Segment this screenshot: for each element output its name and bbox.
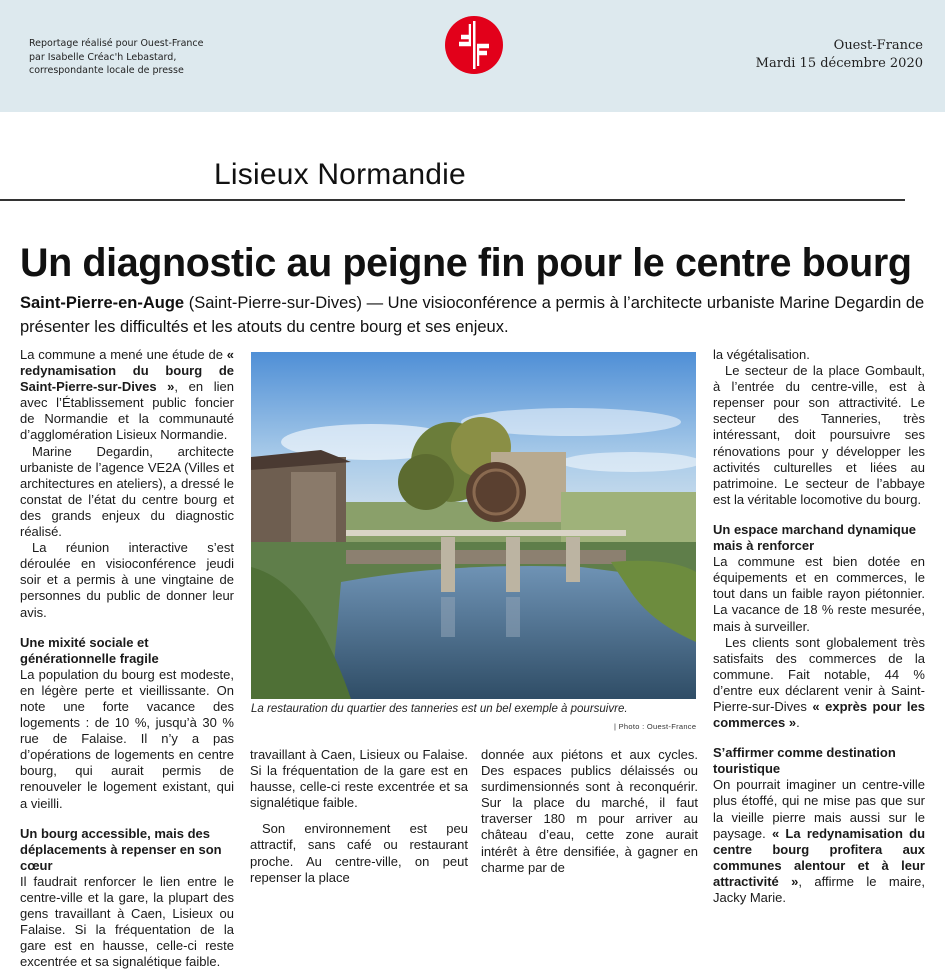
- paragraph: Le secteur de la place Gombault, à l’entrée du centre-ville, est à repenser pour son attractivité. Le secteur des Tanneries, très intéressant, doit poursuivre ses rénovations pour y développer les activités culturelles et liées au patrimoine. Le secteur de l’abbaye est la véritable locomotive du bourg.: [713, 363, 925, 507]
- lead-place-note: (Saint-Pierre-sur-Dives): [188, 294, 362, 312]
- paragraph: [20, 347, 234, 444]
- paragraph: La population du bourg est modeste, en légère perte et vieillissante. On note une forte vacance des logements : de 10 %, jusqu’à 30 % rue de Falaise. Il n’y a pas d’opérations de logements en centre bourg, qui aurait permis de renouveler le logement existant, qui a vieilli.: [20, 666, 234, 811]
- subheading: Un bourg accessible, mais des déplacements à repenser en son cœur: [20, 825, 222, 873]
- publication-date: Mardi 15 décembre 2020: [755, 56, 923, 71]
- credit-line: correspondante locale de presse: [29, 65, 184, 76]
- tannery-watermill-photo: [251, 352, 696, 699]
- text-run: Les clients sont globalement très satisfaits des commerces de la commune. Fait notable, 44 % d’entre eux déclarent venir à Saint-Pierre-sur-Dives: [713, 634, 925, 714]
- article-column-4: [713, 347, 925, 906]
- text-run: , affirme le maire, Jacky Marie.: [713, 873, 925, 905]
- subheading: S’affirmer comme destination touristique: [713, 745, 896, 777]
- paragraph-continued: donnée aux piétons et aux cycles. Des espaces publics délaissés ou surdimensionnés sont à reconquérir. Sur la place du marché, il faut traverser 180 m pour arriver au château d’eau, cette zone aurait intérêt à être densifiée, à gagner en charme par de: [481, 747, 698, 875]
- lead-text: — Une visioconférence a permis à l’architecte urbaniste Marine Degardin de présenter les difficultés et les atouts du centre bourg et ses enjeux.: [20, 294, 925, 336]
- credit-line: Reportage réalisé pour Ouest-France: [29, 38, 204, 49]
- text-run: .: [796, 715, 800, 731]
- credit-line: par Isabelle Créac'h Lebastard,: [29, 51, 177, 63]
- article-column-2: [250, 747, 468, 886]
- text-run: , en lien avec l’Établissement public foncier de Normandie et la communauté d’agglomération Lisieux Normandie.: [20, 379, 234, 443]
- article-column-3: [481, 747, 698, 876]
- paragraph-continued: travaillant à Caen, Lisieux ou Falaise. Si la fréquentation de la gare est en hausse, celle-ci reste excentrée et sa signalétique faible.: [250, 747, 468, 811]
- publication-name: Ouest-France: [833, 38, 923, 53]
- section-divider: [0, 199, 905, 201]
- text-run-bold: « exprès pour les commerces »: [713, 698, 925, 731]
- edition-info: [756, 37, 923, 73]
- reporter-credit: [29, 37, 204, 78]
- article-lead: [20, 291, 925, 339]
- text-run-bold: « redynamisation du bourg de Saint-Pierre-sur-Dives »: [20, 347, 234, 395]
- paragraph: [713, 777, 925, 906]
- article-column-1: [20, 347, 234, 970]
- article-headline: Un diagnostic au peigne fin pour le centre bourg: [20, 241, 912, 285]
- photo-credit: | Photo : Ouest-France: [614, 722, 697, 731]
- photo-caption: La restauration du quartier des tanneries est un bel exemple à poursuivre.: [251, 703, 628, 715]
- section-title: Lisieux Normandie: [214, 158, 466, 191]
- text-run-bold: « La redynamisation du centre bourg profitera aux communes alentour et à leur attractivité »: [713, 825, 926, 889]
- subheading: Un espace marchand dynamique mais à renforcer: [713, 521, 917, 554]
- paragraph: La réunion interactive s’est déroulée en visioconférence jeudi soir et a permis à une vingtaine de personnes du public de donner leur avis.: [20, 540, 234, 620]
- article-photo: [251, 352, 696, 699]
- text-run: On pourrait imaginer un centre-ville plus étoffé, qui ne mise pas que sur la vieille pierre mais aussi sur le paysage.: [713, 777, 925, 841]
- paragraph: [713, 635, 925, 732]
- subheading: Une mixité sociale et générationnelle fragile: [20, 634, 159, 666]
- text-run: La commune a mené une étude de: [20, 347, 227, 362]
- lead-place: Saint-Pierre-en-Auge: [20, 294, 185, 312]
- paragraph: Son environnement est peu attractif, sans café ou restaurant proche. Au centre-ville, on peut repenser la place: [250, 821, 468, 885]
- ouest-france-logo: [445, 16, 503, 74]
- paragraph: Marine Degardin, architecte urbaniste de l’agence VE2A (Villes et architectures en ateliers), a dressé le constat de l’état du centre bourg et des grands enjeux du diagnostic réalisé.: [20, 443, 234, 540]
- paragraph: Il faudrait renforcer le lien entre le centre-ville et la gare, la plupart des gens travaillant à Caen, Lisieux ou Falaise. Si la fréquentation de la gare est en hausse, celle-ci reste excentrée et sa signalétique faible.: [20, 873, 234, 970]
- paragraph-continued: la végétalisation.: [713, 347, 810, 362]
- paragraph: La commune est bien dotée en équipements et en commerces, le tout dans un faible rayon piétonnier. La vacance de 18 % reste mesurée, mais à surveiller.: [713, 554, 925, 634]
